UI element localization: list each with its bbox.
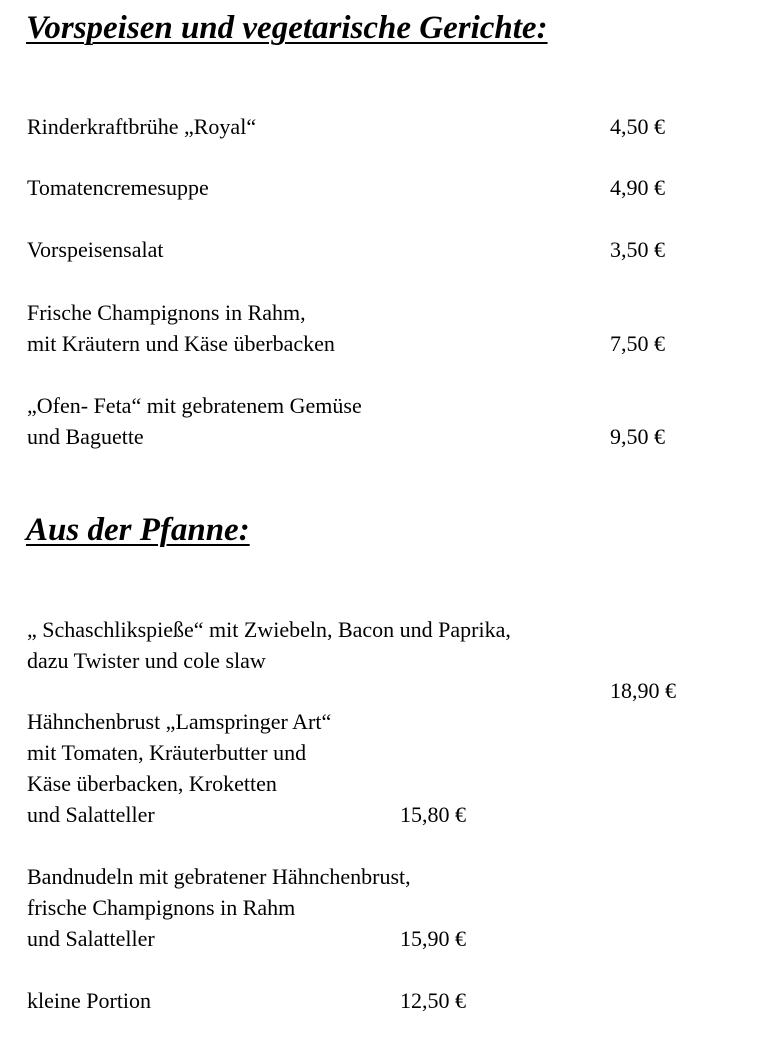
menu-item-description: und Salatteller [27, 926, 155, 951]
menu-item-price: 3,50 € [610, 237, 665, 262]
section-title-pfanne: Aus der Pfanne: [26, 512, 250, 548]
menu-item-price: 9,50 € [610, 424, 665, 449]
menu-item-description: Käse überbacken, Kroketten [27, 771, 277, 796]
menu-item-description: mit Tomaten, Kräuterbutter und [27, 740, 307, 765]
menu-item-description: mit Kräutern und Käse überbacken [27, 331, 335, 356]
menu-item-price: 4,90 € [610, 175, 665, 200]
menu-item-name: Tomatencremesuppe [27, 175, 209, 200]
menu-item-name: „Ofen- Feta“ mit gebratenem Gemüse [27, 393, 362, 418]
menu-item-name: Rinderkraftbrühe „Royal“ [27, 114, 257, 139]
menu-item-price: 7,50 € [610, 331, 665, 356]
menu-item-description: frische Champignons in Rahm [27, 895, 296, 920]
menu-item-price: 15,90 € [400, 926, 466, 951]
menu-item-name: Bandnudeln mit gebratener Hähnchenbrust, [27, 864, 411, 889]
section-title-vorspeisen: Vorspeisen und vegetarische Gerichte: [26, 10, 548, 46]
menu-item-price: 15,80 € [400, 802, 466, 827]
menu-item-description: und Salatteller [27, 802, 155, 827]
menu-item-price: 4,50 € [610, 114, 665, 139]
menu-item-name: „ Schaschlikspieße“ mit Zwiebeln, Bacon und Paprika, [27, 617, 511, 642]
menu-item-name: Frische Champignons in Rahm, [27, 300, 306, 325]
menu-item-name: kleine Portion [27, 988, 152, 1013]
menu-item-description: dazu Twister und cole slaw [27, 648, 266, 673]
menu-item-name: Hähnchenbrust „Lamspringer Art“ [27, 709, 332, 734]
menu-item-price: 18,90 € [610, 678, 676, 703]
menu-item-price: 12,50 € [400, 988, 466, 1013]
menu-item-description: und Baguette [27, 424, 144, 449]
menu-item-name: Vorspeisensalat [27, 237, 164, 262]
